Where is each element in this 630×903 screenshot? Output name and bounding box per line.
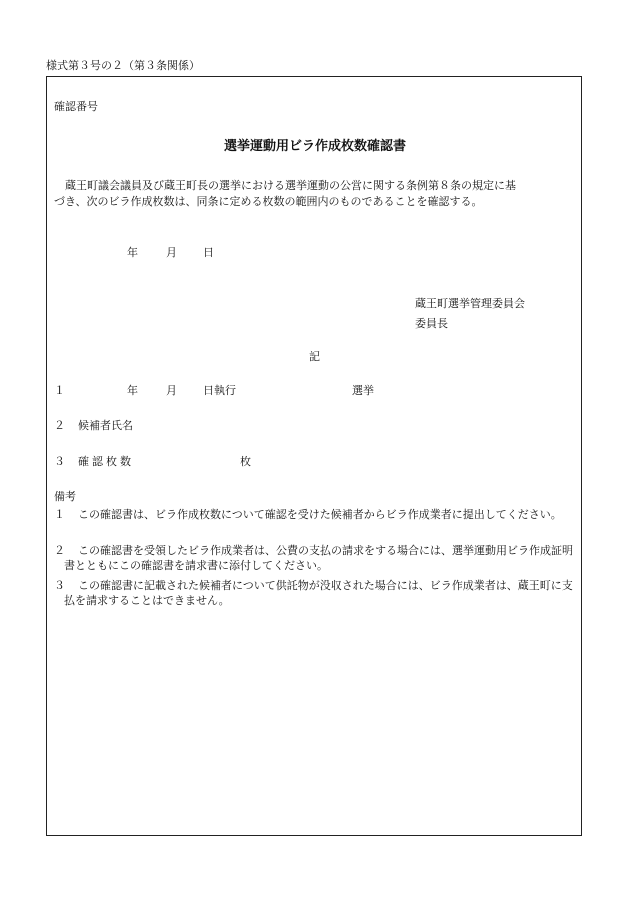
remark-note-3-text: この確認書に記載された候補者について供託物が没収された場合には、ビラ作成業者は、蔵王町に支払を請求することはできません。 xyxy=(64,579,573,607)
confirmation-number-label: 確認番号 xyxy=(54,100,98,113)
item-3-number: ３ xyxy=(54,455,65,468)
remark-note-2 xyxy=(54,543,578,573)
issuer-committee: 蔵王町選挙管理委員会 xyxy=(415,297,525,310)
confirmation-statement xyxy=(54,178,578,210)
form-label: 様式第３号の２（第３条関係） xyxy=(46,59,200,72)
remarks-title: 備考 xyxy=(54,490,76,503)
item-3-unit: 枚 xyxy=(240,455,251,468)
date-year-label: 年 xyxy=(127,246,138,259)
remark-note-1-text: この確認書は、ビラ作成枚数について確認を受けた候補者からビラ作成業者に提出してください。 xyxy=(78,508,562,521)
remark-note-2-text: この確認書を受領したビラ作成業者は、公費の支払の請求をする場合には、選挙運動用ビラ作成証明書とともにこの確認書を請求書に添付してください。 xyxy=(64,544,573,572)
remark-note-3 xyxy=(54,578,578,608)
item-1-day-execution: 日執行 xyxy=(203,384,236,397)
statement-line-2: づき、次のビラ作成枚数は、同条に定める枚数の範囲内のものであることを確認する。 xyxy=(54,195,483,208)
date-month-label: 月 xyxy=(166,246,177,259)
ki-heading: 記 xyxy=(309,350,320,363)
item-3-confirmed-count-label: 確認枚数 xyxy=(78,455,134,468)
date-day-label: 日 xyxy=(203,246,214,259)
item-1-election: 選挙 xyxy=(352,384,374,397)
remark-note-1-number: １ xyxy=(54,508,65,521)
item-1-number: １ xyxy=(54,384,65,397)
statement-line-1: 蔵王町議会議員及び蔵王町長の選挙における選挙運動の公営に関する条例第８条の規定に基 xyxy=(65,179,516,192)
item-2-number: ２ xyxy=(54,419,65,432)
remark-note-3-number: ３ xyxy=(54,579,65,592)
document-title: 選挙運動用ビラ作成枚数確認書 xyxy=(223,139,406,154)
item-2-candidate-name-label: 候補者氏名 xyxy=(78,419,133,432)
remark-note-2-number: ２ xyxy=(54,544,65,557)
item-1-year: 年 xyxy=(127,384,138,397)
remark-note-1 xyxy=(54,507,578,522)
issuer-chair: 委員長 xyxy=(415,317,448,330)
item-1-month: 月 xyxy=(166,384,177,397)
